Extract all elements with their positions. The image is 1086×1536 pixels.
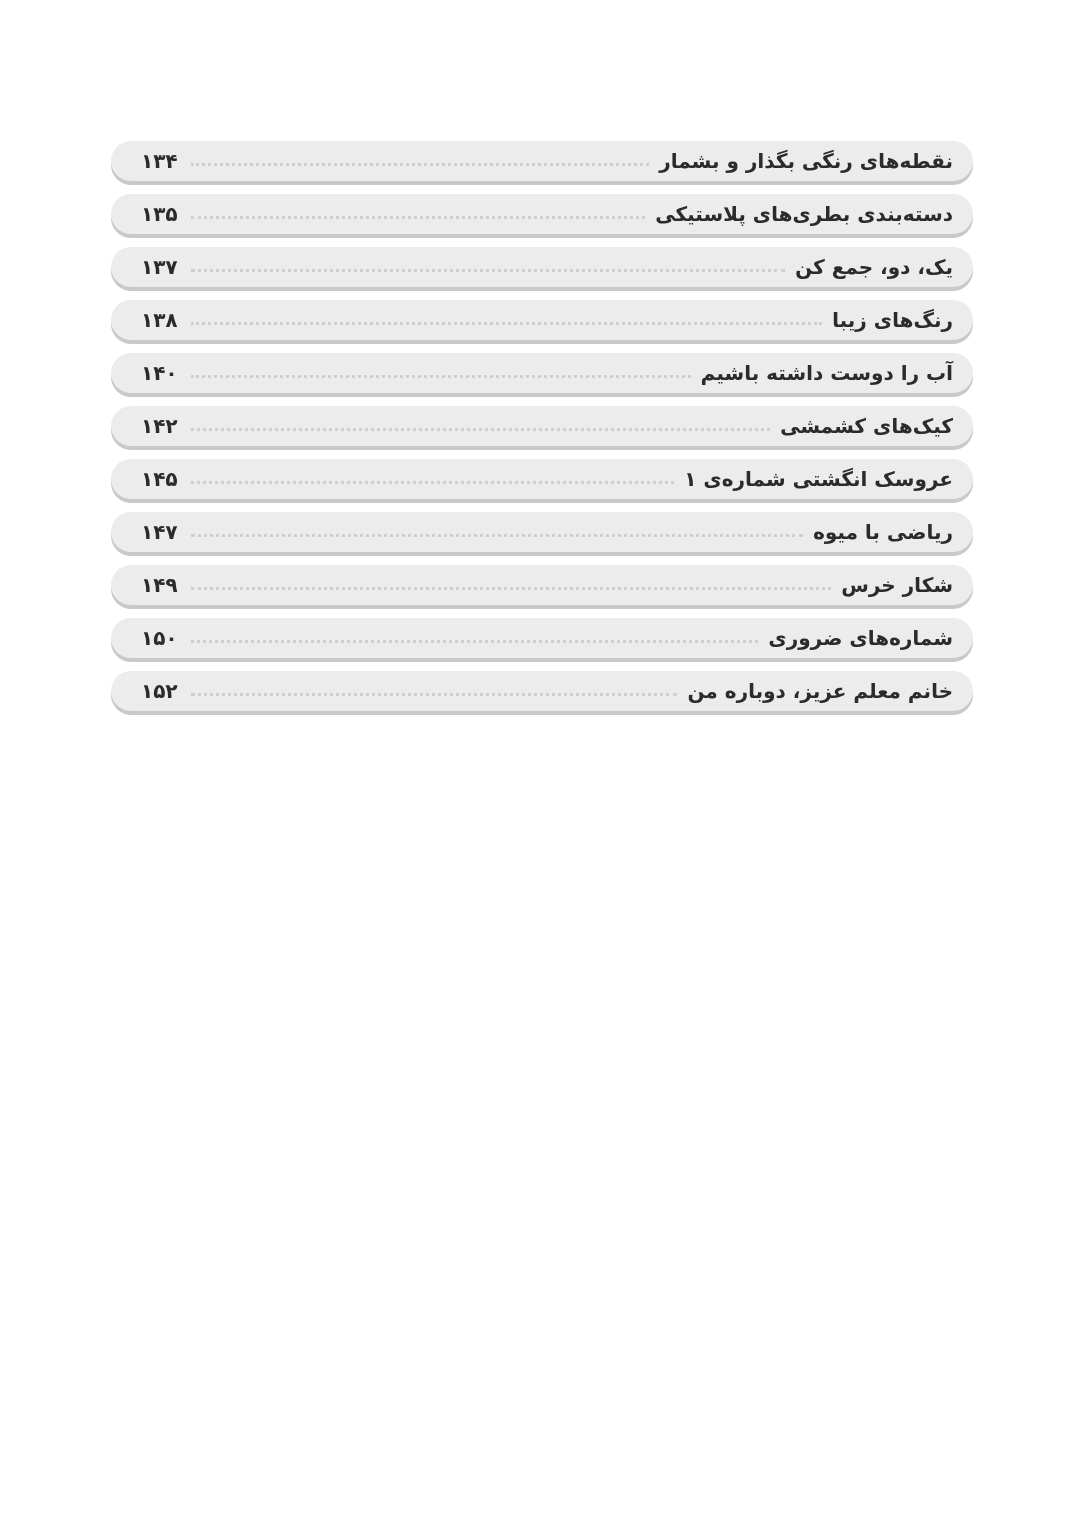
- toc-entry[interactable]: [111, 406, 973, 446]
- toc-leader-dots: [191, 163, 649, 166]
- toc-page-number: ۱۵۰: [141, 626, 178, 650]
- toc-entry-title: کیک‌های کشمشی: [780, 414, 953, 438]
- toc-page-number: ۱۳۵: [141, 202, 178, 226]
- toc-page-number: ۱۳۴: [141, 149, 178, 173]
- toc-entry-title: شکار خرس: [841, 573, 953, 597]
- toc-leader-dots: [191, 534, 803, 537]
- toc-entry[interactable]: [111, 353, 973, 393]
- toc-entry[interactable]: [111, 247, 973, 287]
- toc-entry-title: رنگ‌های زیبا: [832, 308, 953, 332]
- toc-page-number: ۱۴۹: [141, 573, 178, 597]
- toc-page-number: ۱۳۷: [141, 255, 178, 279]
- toc-entry-title: یک، دو، جمع کن: [795, 255, 953, 279]
- toc-entry[interactable]: [111, 459, 973, 499]
- toc-leader-dots: [191, 481, 674, 484]
- toc-entry[interactable]: [111, 565, 973, 605]
- toc-entry[interactable]: [111, 618, 973, 658]
- toc-entry[interactable]: [111, 141, 973, 181]
- toc-entry-title: ریاضی با میوه: [813, 520, 953, 544]
- toc-entry[interactable]: [111, 194, 973, 234]
- toc-page-number: ۱۵۲: [141, 679, 178, 703]
- toc-entry[interactable]: [111, 512, 973, 552]
- toc-entry-title: خانم معلم عزیز، دوباره من: [687, 679, 953, 703]
- toc-page-number: ۱۴۲: [141, 414, 178, 438]
- toc-page-number: ۱۳۸: [141, 308, 178, 332]
- toc-leader-dots: [191, 269, 785, 272]
- toc-entry-title: عروسک انگشتی شماره‌ی ۱: [684, 467, 953, 491]
- toc-entry-title: آب را دوست داشته باشیم: [700, 361, 953, 385]
- toc-page-number: ۱۴۰: [141, 361, 178, 385]
- toc-leader-dots: [191, 640, 758, 643]
- toc-entry-title: نقطه‌های رنگی بگذار و بشمار: [659, 149, 953, 173]
- toc-leader-dots: [191, 216, 645, 219]
- toc-page-number: ۱۴۷: [141, 520, 178, 544]
- toc-leader-dots: [191, 322, 822, 325]
- toc-page-number: ۱۴۵: [141, 467, 178, 491]
- table-of-contents: [111, 141, 973, 724]
- toc-leader-dots: [191, 693, 677, 696]
- toc-leader-dots: [191, 587, 831, 590]
- toc-entry-title: شماره‌های ضروری: [768, 626, 953, 650]
- toc-entry-title: دسته‌بندی بطری‌های پلاستیکی: [655, 202, 953, 226]
- toc-entry[interactable]: [111, 671, 973, 711]
- toc-leader-dots: [191, 375, 691, 378]
- toc-leader-dots: [191, 428, 770, 431]
- toc-entry[interactable]: [111, 300, 973, 340]
